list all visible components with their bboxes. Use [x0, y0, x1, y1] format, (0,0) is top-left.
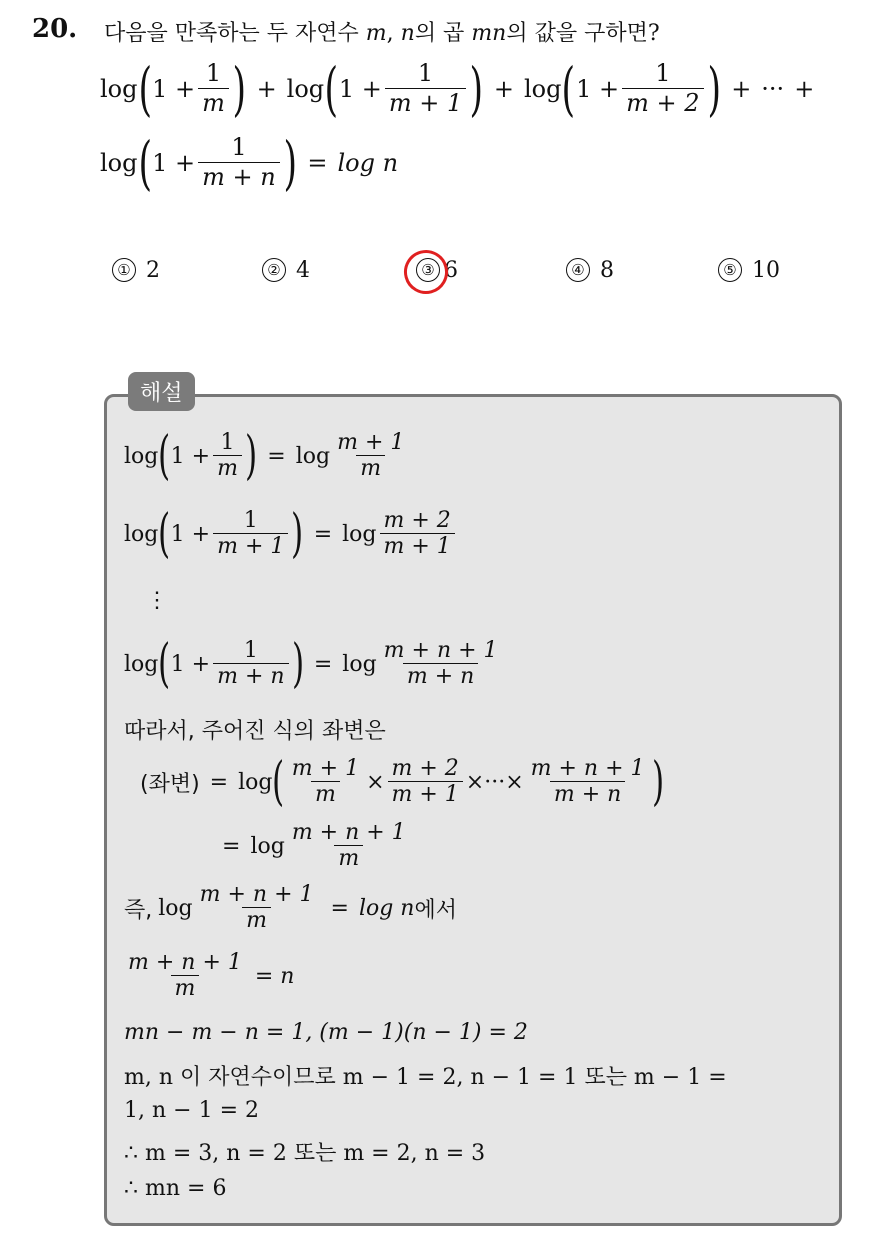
solution-lhs-result: = log $\frac{m + n + 1}{m}$ [222, 820, 406, 872]
solution-line-2: log ( 1 + $\frac{1}{m + 1}$ ) = log $\frac{m + 2}{m + 1}$ [124, 508, 458, 561]
choice-3-marker: ③ [416, 258, 440, 282]
solution-line-1: log ( 1 + $\frac{1}{m}$ ) = log $\frac{m + 1}{m}$ [124, 426, 405, 487]
question-text: 다음을 만족하는 두 자연수 m, n의 곱 mn의 값을 구하면? [104, 21, 660, 46]
solution-jeuk-line: 즉, log $\frac{m + n + 1}{m}$ = log n 에서 [124, 882, 457, 934]
solution-line-3: log ( 1 + $\frac{1}{m + n}$ ) = log $\frac{m + n + 1}{m + n}$ [124, 634, 498, 695]
choice-2-marker: ② [262, 258, 286, 282]
solution-line-a: mn − m − n = 1, (m − 1)(n − 1) = 2 [124, 1020, 528, 1045]
answer-circle-mark [399, 245, 453, 299]
solution-line-e: ∴ mn = 6 [124, 1176, 227, 1201]
choice-3[interactable]: ③ 6 [416, 258, 458, 283]
solution-line-d: ∴ m = 3, n = 2 또는 m = 2, n = 3 [124, 1141, 486, 1166]
equation-line-2: log ( 1 + $\frac{1}{m + n}$ ) = log n [100, 129, 399, 197]
solution-line-c: 1, n − 1 = 2 [124, 1098, 259, 1123]
solution-ratio-line: $\frac{m + n + 1}{m}$ = n [128, 950, 295, 1002]
solution-tag: 해설 [128, 372, 195, 411]
choice-2[interactable]: ② 4 [262, 258, 310, 283]
choice-4[interactable]: ④ 8 [566, 258, 614, 283]
choice-5[interactable]: ⑤ 10 [718, 258, 780, 283]
choice-5-marker: ⑤ [718, 258, 742, 282]
equation-line-1: log ( 1 + $\frac{1}{m}$ ) + log ( 1 + $\frac{1}{m + 1}$ ) + log ( 1 + $\frac{1}{m + 2}$ ) + ··· + [100, 55, 815, 123]
solution-line-b: m, n 이 자연수이므로 m − 1 = 2, n − 1 = 1 또는 m − 1 = [124, 1065, 727, 1090]
problem-number: 20. [32, 14, 78, 44]
choice-1-marker: ① [112, 258, 136, 282]
choice-4-marker: ④ [566, 258, 590, 282]
choice-1[interactable]: ① 2 [112, 258, 160, 283]
solution-lhs-product: (좌변) = log ( $\frac{m + 1}{m}$ × $\frac{m + 2}{m + 1}$ ×···× $\frac{m + n + 1}{m + n}$ ) [140, 752, 664, 813]
vertical-dots: ⋮ [146, 588, 168, 613]
text-thus: 따라서, 주어진 식의 좌변은 [124, 719, 386, 744]
